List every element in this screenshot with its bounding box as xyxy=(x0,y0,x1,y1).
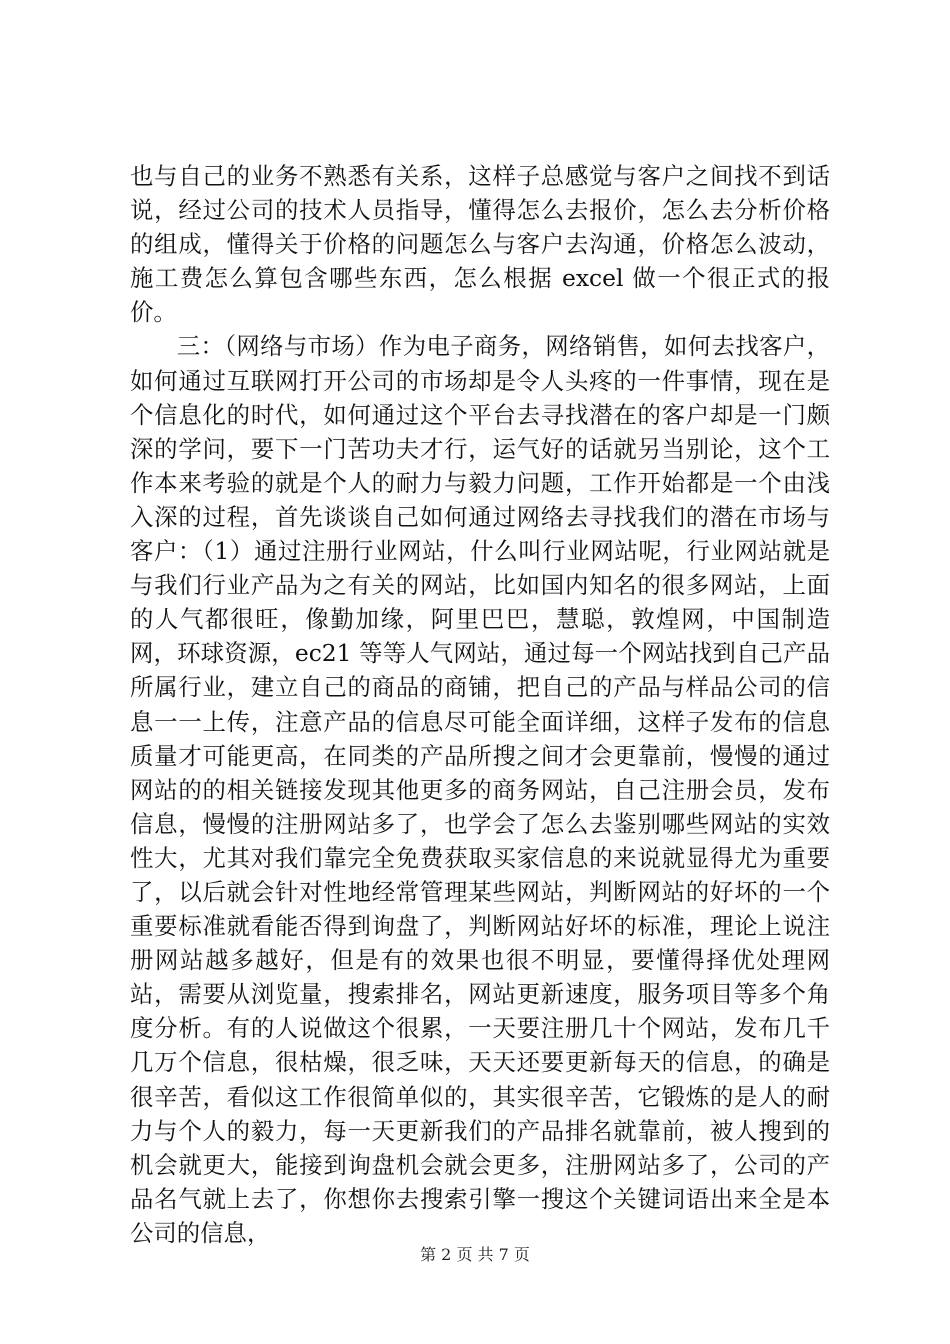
page-number-label: 第 2 页 共 7 页 xyxy=(420,1245,530,1264)
document-body xyxy=(130,159,830,1250)
page-footer xyxy=(0,1245,950,1265)
paragraph-continuation: 也与自己的业务不熟悉有关系，这样子总感觉与客户之间找不到话说，经过公司的技术人员指导，懂得怎么去报价，怎么去分析价格的组成，懂得关于价格的问题怎么与客户去沟通，价格怎么波动，施工费怎么算包含哪些东西，怎么根据 excel 做一个很正式的报价。 xyxy=(130,162,830,327)
paragraph-section-three: 三：（网络与市场）作为电子商务，网络销售，如何去找客户，如何通过互联网打开公司的市场却是令人头疼的一件事情，现在是个信息化的时代，如何通过这个平台去寻找潜在的客户却是一门颇深的学问，要下一门苦功夫才行，运气好的话就另当别论，这个工作本来考验的就是个人的耐力与毅力问题，工作开始都是一个由浅入深的过程，首先谈谈自己如何通过网络去寻找我们的潜在市场与客户：（1）通过注册行业网站，什么叫行业网站呢，行业网站就是与我们行业产品为之有关的网站，比如国内知名的很多网站，上面的人气都很旺，像勤加缘，阿里巴巴，慧聪，敦煌网，中国制造网，环球资源，ec21 等等人气网站，通过每一个网站找到自己产品所属行业，建立自己的商品的商铺，把自己的产品与样品公司的信息一一上传，注意产品的信息尽可能全面详细，这样子发布的信息质量才可能更高，在同类的产品所搜之间才会更靠前，慢慢的通过网站的的相关链接发现其他更多的商务网站，自己注册会员，发布信息，慢慢的注册网站多了，也学会了怎么去鉴别哪些网站的实效性大，尤其对我们靠完全免费获取买家信息的来说就显得尤为重要了，以后就会针对性地经常管理某些网站，判断网站的好坏的一个重要标准就看能否得到询盘了，判断网站好坏的标准，理论上说注册网站越多越好，但是有的效果也很不明显，要懂得择优处理网站，需要从浏览量，搜索排名，网站更新速度，服务项目等多个角度分析。有的人说做这个很累，一天要注册几十个网站，发布几千几万个信息，很枯燥，很乏味，天天还要更新每天的信息，的确是很辛苦，看似这工作很简单似的，其实很辛苦，它锻炼的是人的耐力与个人的毅力，每一天更新我们的产品排名就靠前，被人搜到的机会就更大，能接到询盘机会就会更多，注册网站多了，公司的产品名气就上去了，你想你去搜索引擎一搜这个关键词语出来全是本公司的信息， xyxy=(130,332,830,1247)
